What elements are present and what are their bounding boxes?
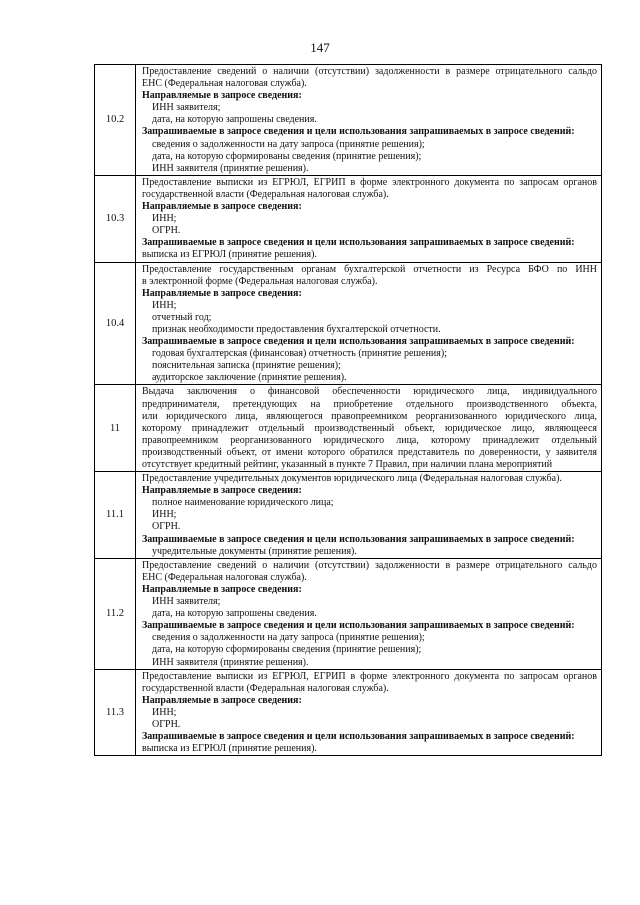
text-line: дата, на которую запрошены сведения. bbox=[152, 608, 317, 620]
text-line: ОГРН. bbox=[152, 521, 181, 533]
text-line: признак необходимости предоставления бухгалтерской отчетности. bbox=[152, 323, 441, 335]
text-line: которому принадлежит отдельный производственный объект, юридическое лицо, являющееся bbox=[142, 422, 597, 434]
section-heading: Запрашиваемые в запросе сведения и цели использования запрашиваемых в запросе сведений: bbox=[142, 620, 575, 632]
text-line: правопреемником реорганизованного юридического лица, которому принадлежит отдельный bbox=[142, 434, 597, 446]
section-heading: Направляемые в запросе сведения: bbox=[142, 287, 302, 299]
text-line: дата, на которую запрошены сведения. bbox=[152, 114, 317, 126]
text-line: сведения о задолженности на дату запроса (принятие решения); bbox=[152, 138, 425, 150]
text-line: предпринимателя, претендующих на приобретение отдельного производственного объекта, bbox=[142, 398, 597, 410]
row-number: 11 bbox=[95, 385, 136, 472]
page-number: 147 bbox=[310, 40, 330, 55]
row-content bbox=[136, 558, 602, 669]
row-content bbox=[136, 262, 602, 385]
row-number: 10.3 bbox=[95, 175, 136, 262]
text-line: ИНН; bbox=[152, 299, 177, 311]
text-line: государственной власти (Федеральная налоговая служба). bbox=[142, 682, 389, 694]
table-row bbox=[95, 175, 602, 262]
text-line: аудиторское заключение (принятие решения). bbox=[152, 372, 347, 384]
section-heading: Запрашиваемые в запросе сведения и цели использования запрашиваемых в запросе сведений: bbox=[142, 336, 575, 348]
text-line: дата, на которую сформированы сведения (принятие решения); bbox=[152, 644, 422, 656]
text-line: ИНН заявителя; bbox=[152, 596, 221, 608]
text-line: ИНН; bbox=[152, 213, 177, 225]
section-heading: Направляемые в запросе сведения: bbox=[142, 583, 302, 595]
table-row bbox=[95, 385, 602, 472]
row-number: 10.4 bbox=[95, 262, 136, 385]
text-line: ИНН заявителя (принятие решения). bbox=[152, 162, 309, 174]
text-line: Предоставление выписки из ЕГРЮЛ, ЕГРИП в форме электронного документа по запросам органов bbox=[142, 176, 597, 188]
text-line: Выдача заключения о финансовой обеспеченности юридического лица, индивидуального bbox=[142, 386, 597, 398]
table-body bbox=[95, 65, 602, 756]
row-content bbox=[136, 65, 602, 176]
text-line: годовая бухгалтерская (финансовая) отчетность (принятие решения); bbox=[152, 348, 447, 360]
text-line: Предоставление сведений о наличии (отсутствии) задолженности в размере отрицательного сальдо bbox=[142, 559, 597, 571]
row-content bbox=[136, 472, 602, 559]
row-content bbox=[136, 385, 602, 472]
table-row bbox=[95, 262, 602, 385]
text-line: отчетный год; bbox=[152, 311, 212, 323]
text-line: ОГРН. bbox=[152, 718, 181, 730]
section-heading: Направляемые в запросе сведения: bbox=[142, 201, 302, 213]
requirements-table bbox=[94, 64, 602, 756]
row-content bbox=[136, 175, 602, 262]
section-heading: Направляемые в запросе сведения: bbox=[142, 694, 302, 706]
text-line: отсутствует кредитный рейтинг, указанный в пункте 7 Правил, при наличии плана мероприятий bbox=[142, 459, 553, 470]
section-heading: Запрашиваемые в запросе сведения и цели использования запрашиваемых в запросе сведений: bbox=[142, 126, 575, 138]
text-line: полное наименование юридического лица; bbox=[152, 497, 334, 509]
row-number: 10.2 bbox=[95, 65, 136, 176]
text-line: Предоставление государственным органам бухгалтерской отчетности из Ресурса БФО по ИНН bbox=[142, 263, 597, 275]
table-row bbox=[95, 558, 602, 669]
text-line: в электронной форме (Федеральная налоговая служба). bbox=[142, 275, 378, 287]
text-line: производственный объект, от имени которого обратился представитель по доверенности, у заявителя bbox=[142, 446, 597, 458]
text-line: Предоставление выписки из ЕГРЮЛ, ЕГРИП в форме электронного документа по запросам органов bbox=[142, 670, 597, 682]
text-line: выписка из ЕГРЮЛ (принятие решения). bbox=[142, 249, 317, 261]
text-line: пояснительная записка (принятие решения); bbox=[152, 360, 341, 372]
row-number: 11.2 bbox=[95, 558, 136, 669]
text-line: государственной власти (Федеральная налоговая служба). bbox=[142, 188, 389, 200]
text-line: ЕНС (Федеральная налоговая служба). bbox=[142, 571, 307, 583]
text-line: Предоставление учредительных документов юридического лица (Федеральная налоговая служба). bbox=[142, 473, 562, 485]
section-heading: Направляемые в запросе сведения: bbox=[142, 485, 302, 497]
table-row bbox=[95, 65, 602, 176]
text-line: ИНН; bbox=[152, 509, 177, 521]
section-heading: Запрашиваемые в запросе сведения и цели использования запрашиваемых в запросе сведений: bbox=[142, 237, 575, 249]
text-line: выписка из ЕГРЮЛ (принятие решения). bbox=[142, 743, 317, 755]
text-line: ОГРН. bbox=[152, 225, 181, 237]
section-heading: Запрашиваемые в запросе сведения и цели использования запрашиваемых в запросе сведений: bbox=[142, 533, 575, 545]
section-heading: Направляемые в запросе сведения: bbox=[142, 90, 302, 102]
table-row bbox=[95, 669, 602, 756]
text-line: ИНН заявителя (принятие решения). bbox=[152, 656, 309, 668]
text-line: ИНН заявителя; bbox=[152, 102, 221, 114]
text-line: учредительные документы (принятие решения). bbox=[152, 545, 357, 557]
text-line: Предоставление сведений о наличии (отсутствии) задолженности в размере отрицательного сальдо bbox=[142, 66, 597, 77]
text-line: дата, на которую сформированы сведения (принятие решения); bbox=[152, 150, 422, 162]
row-number: 11.3 bbox=[95, 669, 136, 756]
text-line: ИНН; bbox=[152, 706, 177, 718]
table-row bbox=[95, 472, 602, 559]
row-content bbox=[136, 669, 602, 756]
text-line: сведения о задолженности на дату запроса (принятие решения); bbox=[152, 632, 425, 644]
row-number: 11.1 bbox=[95, 472, 136, 559]
text-line: или юридического лица, являющегося правопреемником реорганизованного юридического лица, bbox=[142, 410, 597, 422]
text-line: ЕНС (Федеральная налоговая служба). bbox=[142, 78, 307, 90]
section-heading: Запрашиваемые в запросе сведения и цели использования запрашиваемых в запросе сведений: bbox=[142, 731, 575, 743]
